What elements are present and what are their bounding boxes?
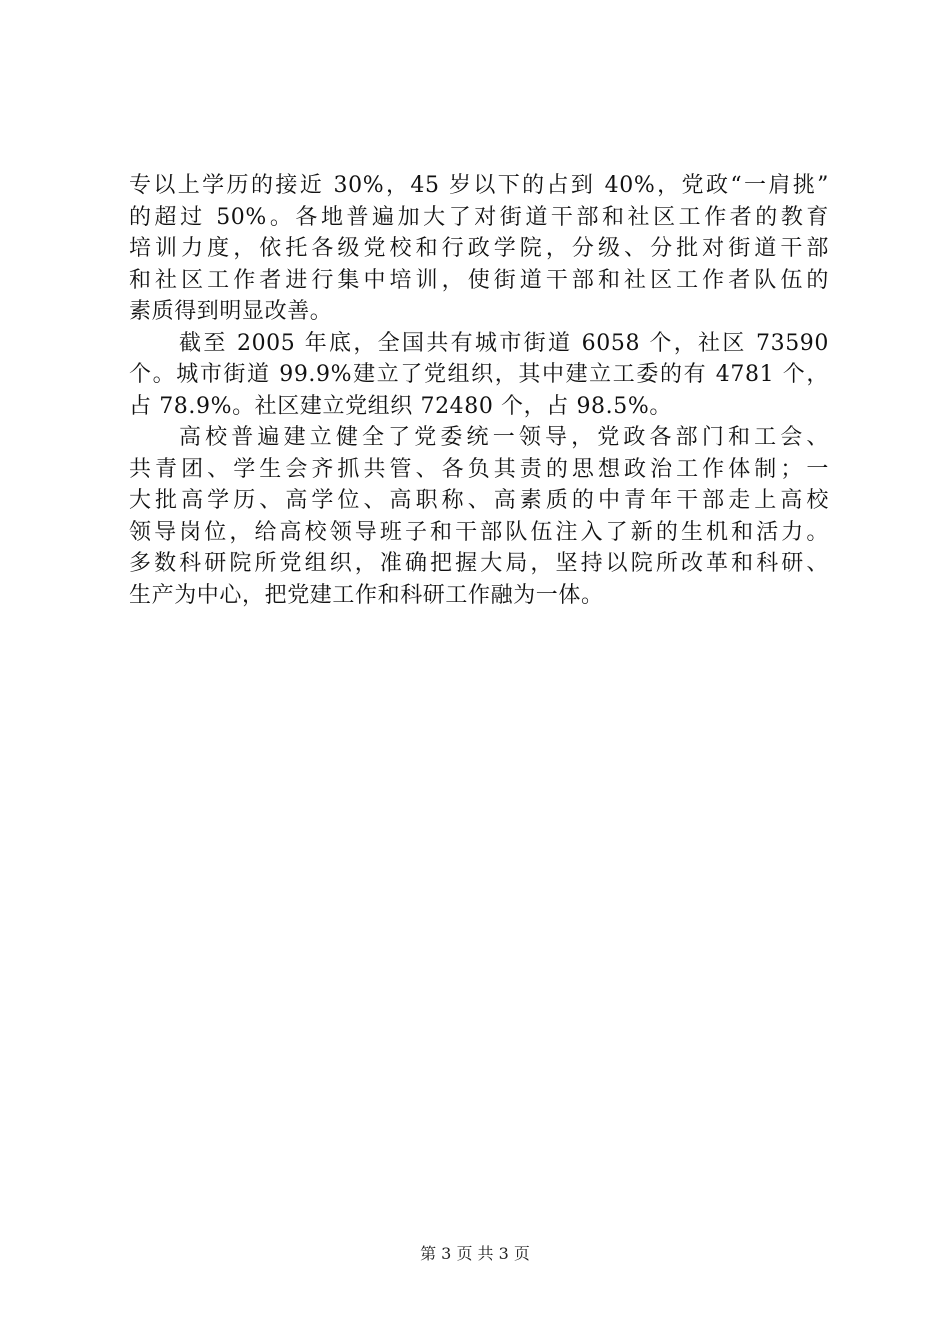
text-line: 个。城市街道 99.9%建立了党组织，其中建立工委的有 4781 个， <box>129 362 829 387</box>
paragraph-first-line: 截至 2005 年底，全国共有城市街道 6058 个，社区 73590 <box>179 330 829 356</box>
page-footer <box>0 1244 950 1264</box>
document-body <box>129 170 829 611</box>
text-line: 和社区工作者进行集中培训，使街道干部和社区工作者队伍的 <box>129 267 829 293</box>
text-line: 领导岗位，给高校领导班子和干部队伍注入了新的生机和活力。 <box>129 519 829 545</box>
text-line: 共青团、学生会齐抓共管、各负其责的思想政治工作体制；一 <box>129 456 829 482</box>
text-line: 占 78.9%。社区建立党组织 72480 个，占 98.5%。 <box>129 393 672 419</box>
text-line: 素质得到明显改善。 <box>129 299 333 324</box>
text-line: 大批高学历、高学位、高职称、高素质的中青年干部走上高校 <box>129 488 829 513</box>
text-line: 培训力度，依托各级党校和行政学院，分级、分批对街道干部 <box>129 236 829 261</box>
paragraph-first-line: 高校普遍建立健全了党委统一领导，党政各部门和工会、 <box>179 425 829 450</box>
text-line: 的超过 50%。各地普遍加大了对街道干部和社区工作者的教育 <box>129 204 829 230</box>
text-line: 多数科研院所党组织，准确把握大局，坚持以院所改革和科研、 <box>129 551 829 576</box>
text-line: 专以上学历的接近 30%，45 岁以下的占到 40%，党政“一肩挑” <box>129 173 829 198</box>
text-line: 生产为中心，把党建工作和科研工作融为一体。 <box>129 582 604 608</box>
page-number: 第 3 页 共 3 页 <box>420 1244 530 1263</box>
